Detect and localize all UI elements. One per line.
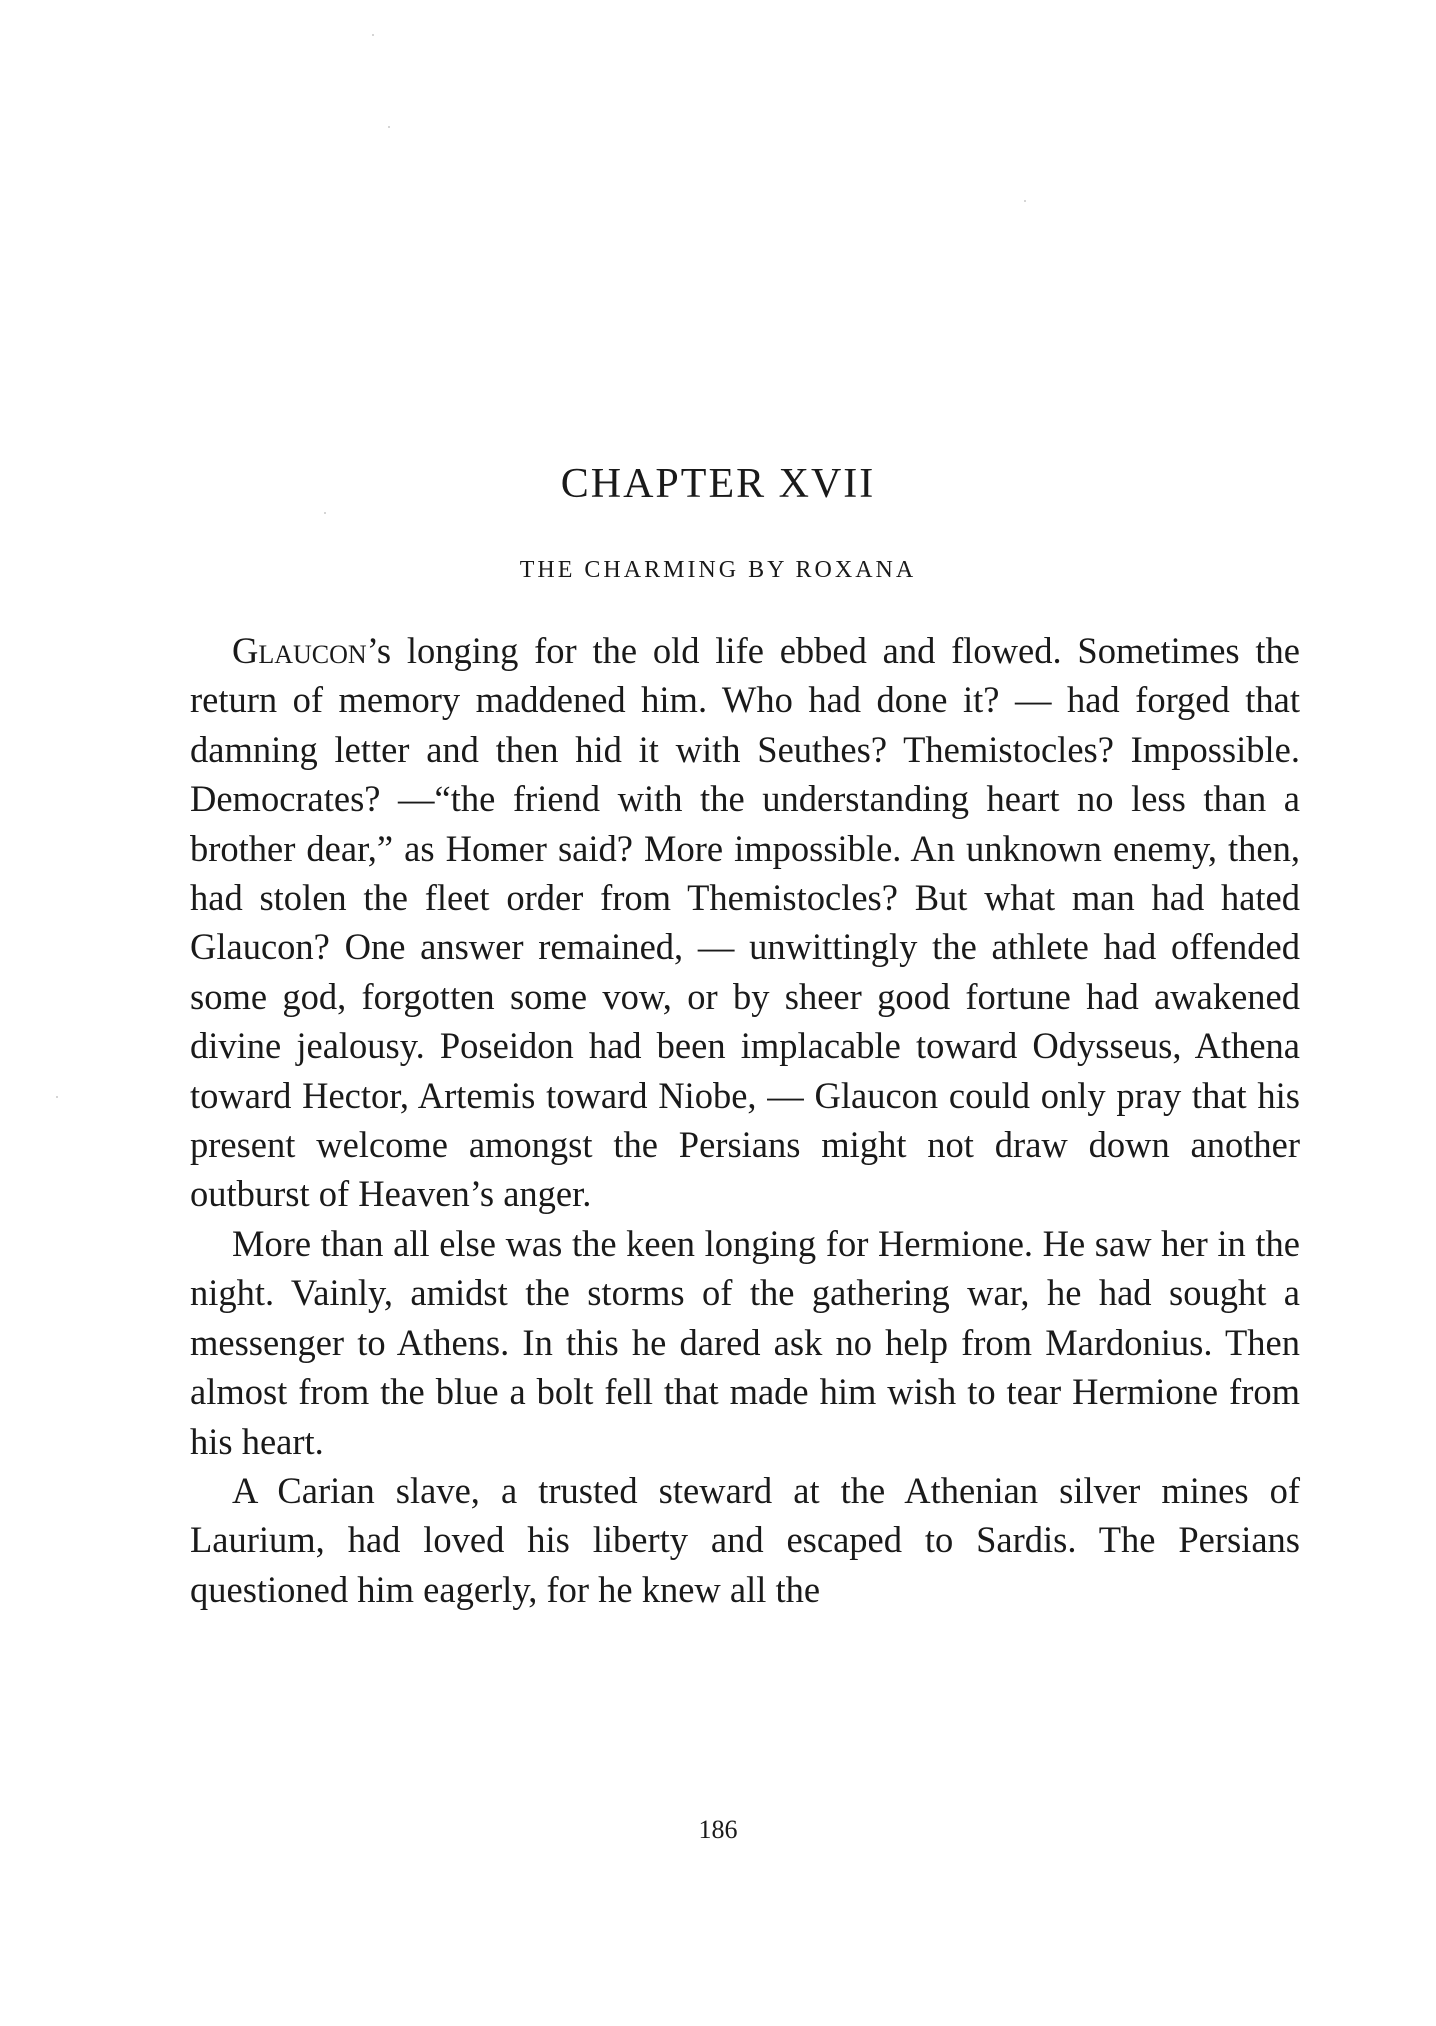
chapter-title: CHAPTER XVII (560, 461, 876, 507)
paragraph (190, 1466, 1300, 1614)
scan-speck (372, 34, 374, 36)
paragraph-text: ’s longing for the old life ebbed and flowed. Sometimes the return of memory maddened him. Who had done it? — had forged that damning letter and then hid it with Seuthes? Themistocles? Impossible. Democrates? —“the friend with the understanding heart no less than a brother dear,” as Homer said? More impossible. An unknown enemy, then, had stolen the fleet order from Themistocles? But what man had hated Glaucon? One answer remained, — unwittingly the athlete had offended some god, forgotten some vow, or by sheer good fortune had awakened divine jealousy. Poseidon had been implacable toward Odysseus, Athena toward Hector, Artemis toward Niobe, — Glaucon could only pray that his present welcome amongst the Persians might not draw down another outburst of Heaven’s anger. (190, 630, 1300, 1215)
scan-speck (324, 512, 326, 514)
paragraph-lead-word: Glaucon (232, 630, 367, 671)
body-text (190, 626, 1300, 1614)
paragraph-text: A Carian slave, a trusted steward at the Athenian silver mines of Laurium, had loved his liberty and escaped to Sardis. The Persians questioned him eagerly, for he knew all the (190, 1469, 1300, 1610)
scan-speck (1024, 200, 1026, 202)
page-number: 186 (698, 1815, 738, 1844)
chapter-subtitle: THE CHARMING BY ROXANA (519, 557, 917, 583)
paragraph (190, 626, 1300, 1219)
paragraph-text: More than all else was the keen longing for Hermione. He saw her in the night. Vainly, amidst the storms of the gathering war, he had sought a messenger to Athens. In this he dared ask no help from Mardonius. Then almost from the blue a bolt fell that made him wish to tear Hermione from his heart. (190, 1222, 1300, 1462)
paragraph (190, 1219, 1300, 1466)
scan-speck (56, 1096, 58, 1098)
scan-speck (388, 126, 390, 128)
